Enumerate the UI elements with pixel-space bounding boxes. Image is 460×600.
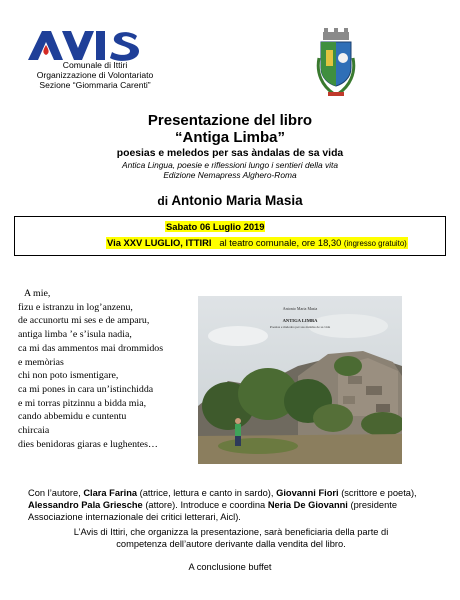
participant-role: (presidente Associazione internazionale dei critici letterari, Aicl). (28, 499, 398, 522)
event-date: Sabato 06 Luglio 2019 (166, 221, 265, 232)
author-line (0, 193, 460, 208)
publisher: Edizione Nemapress Alghero-Roma (163, 170, 297, 180)
event-street: Via XXV LUGLIO, ITTIRI (107, 237, 212, 248)
event-info-box (14, 216, 446, 256)
poem-line: ca mi das ammentos mai drommidos (18, 342, 164, 354)
photo-book-title: ANTIGA LIMBA (282, 318, 318, 323)
author-name: Antonio Maria Masia (171, 193, 303, 208)
participant-role: (scrittore e poeta), (341, 488, 417, 498)
sponsor-note: L’Avis di Ittiri, che organizza la presentazione, sarà beneficiaria della parte di competenza dell’autore derivante dalla vendita del libro. (73, 527, 389, 549)
italian-translation: Antica Lingua, poesie e riflessioni lungo i sentieri della vita (121, 160, 339, 170)
poem-line: fizu e istranzu in log’anzenu, (18, 301, 133, 313)
book-title: “Antiga Limba” (174, 129, 285, 146)
author-prefix: di (157, 194, 169, 208)
poem-line: chircaia (18, 425, 50, 437)
participant-role: (attore). Introduce e coordina (145, 499, 266, 510)
org-line-3: Sezione “Giommaria Carenti” (39, 80, 151, 90)
credits-intro: Con l’autore, (28, 488, 81, 498)
event-location (106, 237, 408, 249)
photo-book-author: Antonio Maria Masia (282, 306, 318, 311)
avis-logo (26, 28, 144, 62)
poem-line: ca mi pones in cara un’istinchidda (18, 383, 154, 395)
participant-name: Clara Farina (83, 488, 138, 498)
participant-name: Neria De Giovanni (267, 499, 348, 510)
poem-line: antiga limba ’e s’isula nadia, (18, 329, 132, 341)
participant-name: Giovanni Fiori (276, 488, 339, 498)
closing-note: A conclusione buffet (188, 562, 272, 572)
org-line-2: Organizzazione di Volontariato (36, 70, 154, 80)
title-line-1: Presentazione del libro (147, 112, 313, 129)
poem (18, 287, 208, 451)
event-venue: al teatro comunale, ore 18,30 (219, 237, 342, 248)
coat-of-arms-icon (316, 28, 356, 102)
book-subtitle: poesias e meledos per sas àndalas de sa vida (116, 148, 344, 159)
poem-line: e memòrias (18, 356, 64, 368)
book-cover-photo (198, 296, 402, 464)
participant-role: (attrice, lettura e canto in sardo), (139, 488, 274, 498)
poem-line: de accunortu mi ses e de amparu, (18, 315, 150, 327)
poem-line: dies benidoras giaras e lughentes… (18, 438, 158, 450)
credits-paragraph (28, 488, 438, 523)
poem-line: e mi torras pitzinnu a bidda mia, (18, 397, 147, 409)
poem-line: cando abbemidu e cuntentu (18, 411, 127, 423)
org-line-1: Comunale di Ittiri (62, 60, 128, 70)
event-entry-note: (ingresso gratuito) (343, 239, 407, 248)
title-block (0, 112, 460, 180)
organization-info (20, 60, 170, 90)
participant-name: Alessandro Pala Griesche (28, 499, 143, 510)
photo-book-subtitle: Poesias e meledos per sas àndalas de sa vida (269, 325, 331, 329)
poem-line: chi non poto ismentigare, (18, 370, 119, 382)
poem-line: A mie, (24, 288, 51, 299)
